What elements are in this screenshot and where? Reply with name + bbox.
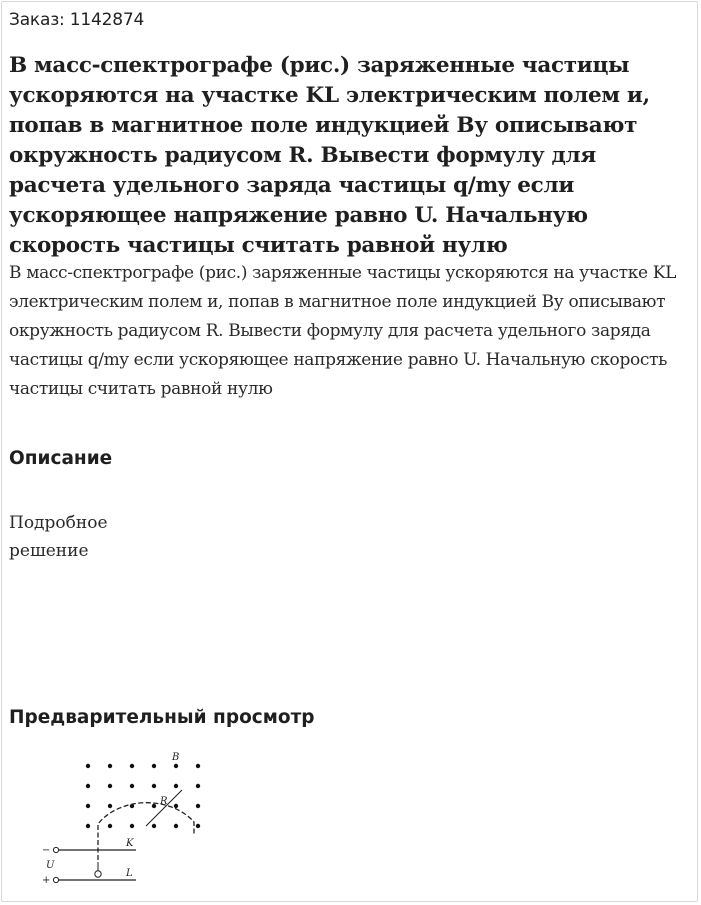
field-dot [174,824,178,828]
label-plus: + [42,875,51,886]
field-dot [152,764,156,768]
field-dot [108,804,112,808]
particle-source [95,871,101,877]
field-dot [152,824,156,828]
terminal-plus [53,877,58,882]
field-dot [152,784,156,788]
order-number: Заказ: 1142874 [9,10,145,30]
particle-trajectory [98,803,194,860]
field-dot [174,764,178,768]
field-dot [196,764,200,768]
field-dot [108,824,112,828]
preview-heading: Предварительный просмотр [9,707,315,728]
terminal-minus [53,847,58,852]
field-dot [108,764,112,768]
field-dot [196,804,200,808]
label-voltage: U [46,860,55,871]
label-plate-l: L [126,868,133,879]
field-dot [108,784,112,788]
field-dot [130,784,134,788]
label-field: B [172,752,180,763]
task-text: В масс-спектрографе (рис.) заряженные частицы ускоряются на участке KL электрическим полем и, попав в магнитное поле индукцией Ву описывают окружность радиусом R. Вывести формулу для расчета удельного заряда частицы q/my если ускоряющее напряжение равно U. Начальную скорость частицы считать равной нулю [9,263,677,399]
preview-image [36,740,226,890]
field-dot [86,764,90,768]
field-dot [174,784,178,788]
label-minus: − [42,845,51,856]
field-dot [86,824,90,828]
description-heading: Описание [9,448,113,469]
field-dot [130,764,134,768]
description-text: Подробное решение [9,513,108,561]
field-dot [196,824,200,828]
mass-spectrograph-figure [36,740,226,890]
field-dot [86,784,90,788]
page-title: В масс-спектрографе (рис.) заряженные частицы ускоряются на участке KL электрическим полем и, попав в магнитное поле индукцией Ву описывают окружность радиусом R. Вывести формулу для расчета удельного заряда частицы q/my если ускоряющее напряжение равно U. Начальную скорость частицы считать равной нулю [9,53,650,258]
field-dot [130,824,134,828]
field-dot [174,804,178,808]
magnetic-field-dots [86,764,200,828]
label-plate-k: K [126,838,134,849]
field-dot [86,804,90,808]
field-dot [196,784,200,788]
label-radius: R [160,796,168,807]
field-dot [152,804,156,808]
